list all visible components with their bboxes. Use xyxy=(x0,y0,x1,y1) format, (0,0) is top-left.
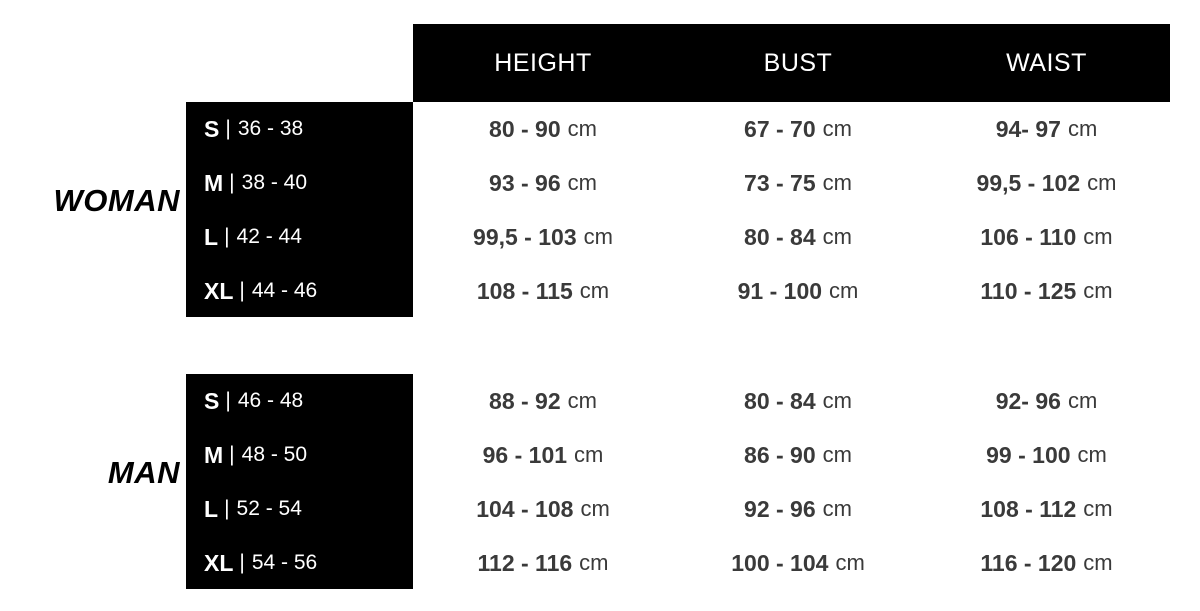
measure-unit: cm xyxy=(822,116,852,141)
size-code: L xyxy=(204,495,219,522)
measure-bust xyxy=(673,536,923,590)
measure-value: 112 - 116 xyxy=(477,549,573,576)
measure-value: 80 - 84 xyxy=(744,223,816,250)
measure-value: 116 - 120 xyxy=(980,549,1077,576)
size-range: 52 - 54 xyxy=(236,497,302,520)
measure-bust xyxy=(673,428,923,482)
measure-value: 92 - 96 xyxy=(744,495,816,522)
size-range: 38 - 40 xyxy=(241,171,308,194)
measure-unit: cm xyxy=(1083,496,1113,521)
size-cell xyxy=(186,482,413,536)
measure-value: 100 - 104 xyxy=(731,549,829,576)
size-range: 48 - 50 xyxy=(241,443,308,466)
measure-waist xyxy=(923,536,1170,590)
measure-unit: cm xyxy=(583,224,613,249)
measure-unit: cm xyxy=(822,442,852,467)
measure-value: 108 - 112 xyxy=(980,495,1077,522)
measure-height xyxy=(413,428,673,482)
size-code: XL xyxy=(204,549,234,576)
measure-value: 99 - 100 xyxy=(986,441,1071,468)
table-row xyxy=(0,102,1200,156)
measure-unit: cm xyxy=(1087,170,1117,195)
size-separator: | xyxy=(225,117,231,140)
size-range: 44 - 46 xyxy=(251,279,318,302)
size-range: 46 - 48 xyxy=(237,389,304,412)
measure-unit: cm xyxy=(1077,442,1107,467)
measure-bust xyxy=(673,264,923,318)
table-row xyxy=(0,156,1200,210)
table-header-bar xyxy=(413,24,1170,102)
size-cell xyxy=(186,264,413,318)
size-range: 54 - 56 xyxy=(251,551,318,574)
size-cell xyxy=(186,156,413,210)
measure-height xyxy=(413,374,673,428)
size-separator: | xyxy=(224,497,230,520)
size-separator: | xyxy=(229,171,235,194)
measure-waist xyxy=(923,156,1170,210)
measure-value: 108 - 115 xyxy=(476,277,573,304)
measure-unit: cm xyxy=(822,388,852,413)
table-row xyxy=(0,374,1200,428)
measure-unit: cm xyxy=(574,442,604,467)
measure-height xyxy=(413,210,673,264)
measure-unit: cm xyxy=(1083,550,1113,575)
size-code: S xyxy=(204,387,220,414)
measure-value: 99,5 - 103 xyxy=(473,223,577,250)
column-header-height: HEIGHT xyxy=(494,48,592,77)
size-cell xyxy=(186,374,413,428)
measure-height xyxy=(413,156,673,210)
measure-bust xyxy=(673,156,923,210)
size-code: S xyxy=(204,115,220,142)
measure-waist xyxy=(923,482,1170,536)
measure-value: 106 - 110 xyxy=(980,223,1077,250)
measure-value: 91 - 100 xyxy=(737,277,823,304)
measure-height xyxy=(413,102,673,156)
measure-waist xyxy=(923,264,1170,318)
size-code: L xyxy=(204,223,219,250)
size-separator: | xyxy=(229,443,235,466)
measure-value: 94- 97 xyxy=(995,115,1061,142)
measure-unit: cm xyxy=(1083,278,1113,303)
size-separator: | xyxy=(224,225,230,248)
measure-unit: cm xyxy=(822,496,852,521)
table-row xyxy=(0,428,1200,482)
measure-unit: cm xyxy=(1083,224,1113,249)
measure-unit: cm xyxy=(567,170,597,195)
measure-unit: cm xyxy=(835,550,865,575)
size-separator: | xyxy=(239,551,245,574)
measure-value: 96 - 101 xyxy=(482,441,568,468)
measure-value: 110 - 125 xyxy=(980,277,1077,304)
measure-bust xyxy=(673,102,923,156)
size-separator: | xyxy=(239,279,245,302)
measure-value: 86 - 90 xyxy=(744,441,816,468)
size-cell xyxy=(186,210,413,264)
measure-value: 80 - 90 xyxy=(489,115,561,142)
table-row xyxy=(0,210,1200,264)
measure-value: 93 - 96 xyxy=(489,169,561,196)
measure-unit: cm xyxy=(580,496,610,521)
measure-value: 92- 96 xyxy=(995,387,1061,414)
measure-bust xyxy=(673,374,923,428)
size-code: M xyxy=(204,169,224,196)
table-row xyxy=(0,536,1200,590)
measure-unit: cm xyxy=(567,116,597,141)
measure-unit: cm xyxy=(829,278,859,303)
size-range: 36 - 38 xyxy=(237,117,304,140)
measure-height xyxy=(413,536,673,590)
size-code: XL xyxy=(204,277,234,304)
measure-height xyxy=(413,264,673,318)
size-code: M xyxy=(204,441,224,468)
column-header-waist: WAIST xyxy=(1006,48,1087,77)
group-label-man: MAN xyxy=(107,455,180,490)
measure-unit: cm xyxy=(579,550,609,575)
table-row xyxy=(0,482,1200,536)
measure-waist xyxy=(923,210,1170,264)
measure-value: 73 - 75 xyxy=(744,169,816,196)
measure-value: 104 - 108 xyxy=(476,495,574,522)
measure-bust xyxy=(673,210,923,264)
size-separator: | xyxy=(225,389,231,412)
size-cell xyxy=(186,428,413,482)
measure-value: 99,5 - 102 xyxy=(976,169,1081,196)
measure-unit: cm xyxy=(579,278,610,303)
measure-value: 67 - 70 xyxy=(744,115,816,142)
measure-unit: cm xyxy=(567,388,597,413)
measure-bust xyxy=(673,482,923,536)
measure-height xyxy=(413,482,673,536)
measure-unit: cm xyxy=(822,224,852,249)
group-label-woman: WOMAN xyxy=(53,183,180,218)
measure-waist xyxy=(923,428,1170,482)
measure-value: 80 - 84 xyxy=(744,387,816,414)
column-header-bust: BUST xyxy=(763,48,833,77)
measure-waist xyxy=(923,374,1170,428)
measure-unit: cm xyxy=(1067,388,1098,413)
measure-waist xyxy=(923,102,1170,156)
measure-value: 88 - 92 xyxy=(489,387,561,414)
size-range: 42 - 44 xyxy=(236,225,302,248)
size-cell xyxy=(186,536,413,590)
measure-unit: cm xyxy=(1067,116,1098,141)
table-row xyxy=(0,264,1200,318)
measure-unit: cm xyxy=(822,170,852,195)
size-cell xyxy=(186,102,413,156)
